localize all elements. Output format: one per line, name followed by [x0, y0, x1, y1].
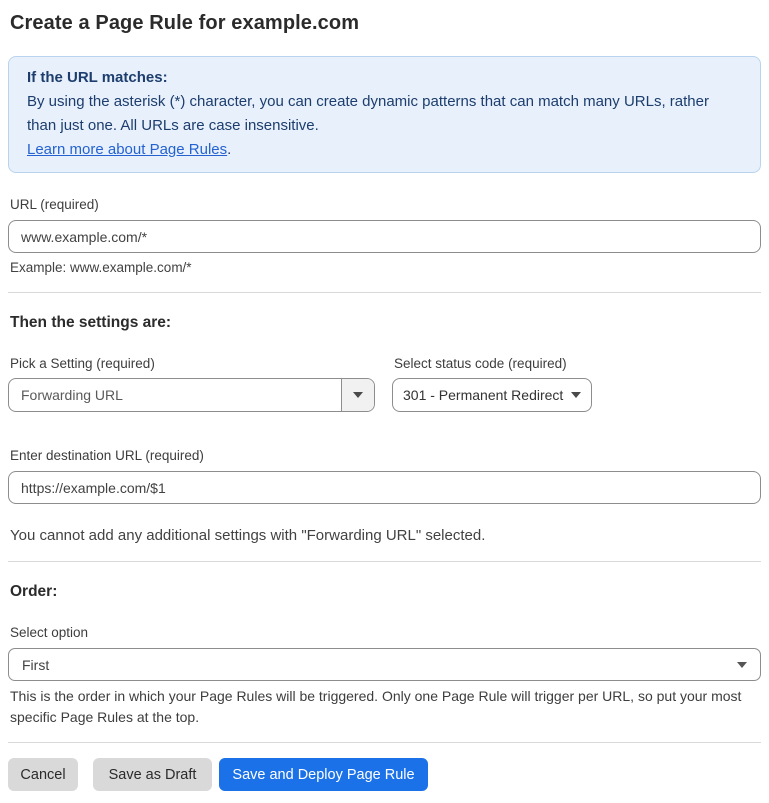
forwarding-url-note: You cannot add any additional settings with "Forwarding URL" selected. [10, 527, 486, 544]
action-button-row [8, 758, 761, 791]
order-select[interactable] [8, 648, 761, 681]
chevron-down-icon [353, 392, 363, 398]
status-code-value: 301 - Permanent Redirect [403, 387, 564, 403]
pick-setting-label: Pick a Setting (required) [10, 356, 155, 371]
save-and-deploy-button[interactable]: Save and Deploy Page Rule [219, 758, 428, 791]
status-code-select[interactable] [392, 378, 592, 412]
url-input[interactable] [8, 220, 761, 253]
order-section-heading: Order: [10, 583, 58, 600]
divider [8, 561, 761, 562]
settings-row [8, 356, 761, 412]
setting-select-value: Forwarding URL [21, 387, 123, 403]
status-code-column [392, 356, 761, 412]
learn-more-link[interactable]: Learn more about Page Rules [27, 141, 228, 158]
url-example-helper: Example: www.example.com/* [10, 260, 192, 275]
page-title: Create a Page Rule for example.com [10, 12, 360, 34]
pick-setting-column [8, 356, 392, 412]
save-as-draft-button[interactable]: Save as Draft [93, 758, 212, 791]
order-select-label: Select option [10, 625, 89, 640]
status-code-label: Select status code (required) [394, 356, 567, 371]
cancel-button[interactable]: Cancel [8, 758, 78, 791]
settings-section-heading: Then the settings are: [10, 314, 172, 331]
setting-select[interactable] [8, 378, 375, 412]
destination-url-label: Enter destination URL (required) [10, 448, 204, 463]
link-suffix: . [227, 141, 232, 158]
divider [8, 742, 761, 743]
order-select-value: First [22, 656, 50, 673]
divider [8, 292, 761, 293]
info-box-body: By using the asterisk (*) character, you can create dynamic patterns that can match many URLs, rather than just one. All URLs are case insensitive. [27, 93, 709, 134]
url-field-label: URL (required) [10, 197, 99, 212]
info-box-link-line [27, 138, 742, 162]
url-matches-info-box [8, 56, 761, 173]
info-box-heading: If the URL matches: [27, 69, 168, 86]
setting-select-arrow-button[interactable] [341, 379, 374, 411]
chevron-down-icon [737, 662, 747, 668]
order-helper-text: This is the order in which your Page Rules will be triggered. Only one Page Rule will trigger per URL, so put your most specific Page Rules at the top. [10, 688, 742, 725]
destination-url-input[interactable] [8, 471, 761, 504]
chevron-down-icon [571, 392, 581, 398]
